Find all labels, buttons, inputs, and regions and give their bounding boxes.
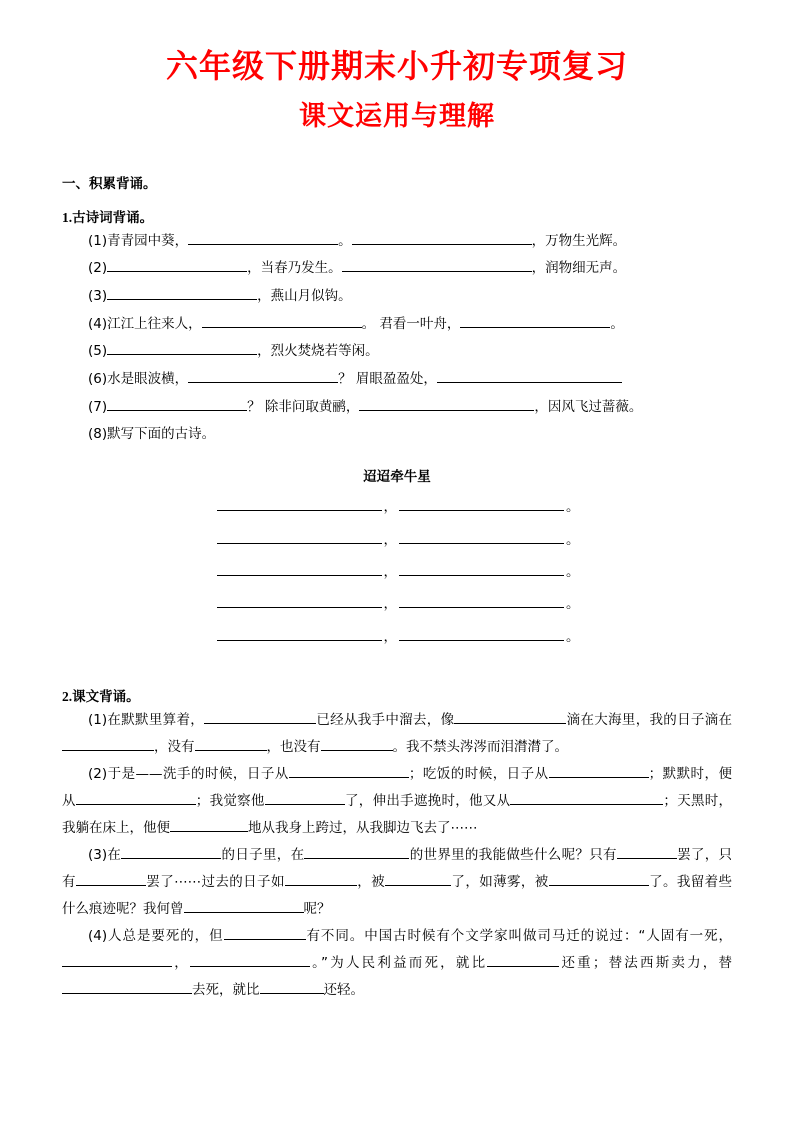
poem-fill-item-5 [62,338,732,366]
poem-fill-item-1 [62,228,732,256]
item-text-2b: ，润物细无声。 [531,260,627,277]
t1-b: 已经从我手中溜去，像 [316,712,455,729]
item-text-6a: 水是眼波横， [107,371,189,388]
poem-fill-item-2 [62,255,732,283]
poem-answer-row [62,621,732,653]
poem-end: 。 [566,531,580,548]
page-content [62,0,732,1004]
t3-e: 罢了⋯⋯过去的日子如 [145,874,285,891]
subsection-heading-2 [62,685,732,705]
t3-h: 了。我留着些什么痕迹呢？我何曾 [62,874,733,918]
answer-blank[interactable] [617,845,677,860]
answer-blank[interactable] [62,980,192,995]
answer-blank[interactable] [76,791,196,806]
item-label-3: (3) [88,288,108,305]
subsection-heading-1 [62,206,732,226]
item-text-4b: 。 君看一叶舟， [361,315,461,332]
answer-blank[interactable] [107,396,247,411]
title-block [62,0,732,134]
text-fill-item-2 [62,761,732,842]
answer-blank[interactable] [359,396,534,411]
answer-blank[interactable] [454,710,566,725]
t3-c: 的世界里的我能做些什么呢？只有 [409,847,617,864]
item-text-8a: 默写下面的古诗。 [107,426,216,443]
answer-blank[interactable] [195,737,267,752]
item-text-5a: ，烈火焚烧若等闲。 [257,343,379,360]
poem-sep: ， [383,563,397,580]
item-label-1: (1) [88,232,108,249]
answer-blank[interactable] [549,764,649,779]
t2-e: ；我觉察他 [195,793,265,810]
t4-i: 还轻。 [323,982,364,999]
poem-end: 。 [566,596,580,613]
answer-blank[interactable] [62,953,172,968]
answer-blank[interactable] [265,791,345,806]
item-text-4c: 。 [610,315,624,332]
item-text-4a: 江江上往来人， [107,315,202,332]
t2-d: 便从 [62,766,733,810]
answer-blank[interactable] [399,529,564,544]
answer-blank[interactable] [342,258,532,273]
item-label-8: (8) [88,426,108,443]
t4-c: 有一死， [675,928,733,945]
answer-blank[interactable] [76,872,146,887]
answer-blank[interactable] [107,341,257,356]
t1-d: 子滴在 [690,712,733,729]
answer-blank[interactable] [217,529,382,544]
answer-blank[interactable] [601,872,649,887]
text-fill-item-3 [62,842,732,923]
t4-f: 还重；替法西 [559,955,656,972]
item-text-7a: ？ 除非问取黄鹂， [247,398,360,415]
answer-blank[interactable] [204,710,316,725]
answer-blank[interactable] [289,764,409,779]
item-text-1c: ，万物生光辉。 [531,232,627,249]
t3-i: 呢？ [303,901,331,918]
item-text-2a: ，当春乃发生。 [247,260,342,277]
t4-h: 去死，就比 [192,982,260,999]
answer-blank[interactable] [260,980,324,995]
t2-a: 于是——洗手的时候，日子从 [107,766,289,783]
answer-blank[interactable] [217,497,382,512]
item-text-3a: ，燕山月似钩。 [257,288,352,305]
poem-end: 。 [566,499,580,516]
subsection-label-1: 古诗词背诵。 [72,209,154,226]
t3-f: ，被 [356,874,386,891]
t1-f: ，也没有 [266,739,321,756]
page-title: 六年级下册期末小升初专项复习 [165,47,628,85]
item-label-t3: (3) [88,847,108,864]
poem-fill-item-4 [62,311,732,339]
t1-a: 在默默里算着， [107,712,205,729]
poem-answer-row [62,524,732,556]
section-heading-1: 一、积累背诵。 [62,175,157,192]
answer-blank[interactable] [217,626,382,641]
answer-blank[interactable] [321,737,393,752]
t1-g: 。我不禁头涔涔而泪潸潸了。 [392,739,568,756]
answer-blank[interactable] [224,926,306,941]
t4-a: 人总是要死的，但 [107,928,224,945]
poem-fill-item-3 [62,283,732,311]
item-label-t2: (2) [88,766,108,783]
answer-blank[interactable] [352,230,532,245]
answer-blank[interactable] [170,818,248,833]
poem-answer-row [62,556,732,588]
item-label-4: (4) [88,315,108,332]
answer-blank[interactable] [399,497,564,512]
t3-g: 了，如薄雾，被 [451,874,549,891]
poem-fill-item-8 [62,421,732,449]
answer-blank[interactable] [399,561,564,576]
answer-blank[interactable] [217,561,382,576]
t2-c: ；默默时， [648,766,719,783]
answer-blank[interactable] [107,258,247,273]
t4-e: 。”为人民利益而死，就比 [309,955,488,972]
answer-blank[interactable] [304,845,409,860]
poem-title: 迢迢牵牛星 [363,469,431,486]
poem-answer-row [62,588,732,620]
t4-g: 斯卖力，替 [655,955,733,972]
answer-blank[interactable] [202,313,362,328]
poem-sep: ， [383,531,397,548]
t2-f: 了，伸出手遮挽时，他又从 [344,793,511,810]
t3-d: 罢了，只有 [62,847,733,891]
t1-e: ，没有 [154,739,195,756]
poem-end: 。 [566,628,580,645]
answer-blank[interactable] [399,594,564,609]
page-subtitle: 课文运用与理解 [299,101,495,132]
item-text-1a: 青青园中葵， [107,232,189,249]
item-text-1b: 。 [338,232,352,249]
item-label-t1: (1) [88,712,108,729]
t3-a: 在 [107,847,122,864]
item-label-5: (5) [88,343,108,360]
poem-fill-item-7 [62,394,732,422]
answer-blank[interactable] [121,845,221,860]
answer-blank[interactable] [460,313,610,328]
poem-answer-area [62,491,732,653]
subsection-number-1: 1. [62,209,73,225]
item-label-6: (6) [88,371,108,388]
t2-h: 地从我身上跨过，从我脚边飞去了⋯⋯ [248,820,478,837]
text-fill-item-4 [62,923,732,1004]
t4-d: ， [172,955,190,972]
answer-blank[interactable] [385,872,451,887]
poem-sep: ， [383,596,397,613]
answer-blank[interactable] [510,791,615,806]
item-text-6b: ？ 眉眼盈盈处， [338,371,437,388]
answer-blank[interactable] [107,286,257,301]
answer-blank[interactable] [437,369,622,384]
t4-b: 有不同。中国古时候有个文学家叫做司马迁的说过：“人固 [305,928,676,945]
answer-blank[interactable] [190,953,310,968]
answer-blank[interactable] [188,230,338,245]
answer-blank[interactable] [62,737,154,752]
answer-blank[interactable] [487,953,559,968]
answer-blank[interactable] [549,872,601,887]
answer-blank[interactable] [184,899,304,914]
poem-answer-row [62,491,732,523]
subsection-label-2: 课文背诵。 [72,689,140,706]
answer-blank[interactable] [615,791,663,806]
answer-blank[interactable] [188,369,338,384]
item-label-t4: (4) [88,928,108,945]
text-fill-item-1 [62,707,732,761]
item-label-7: (7) [88,398,108,415]
item-label-2: (2) [88,260,108,277]
answer-blank[interactable] [399,626,564,641]
answer-blank[interactable] [217,594,382,609]
t1-c: 滴在大海里，我的日 [566,712,691,729]
t3-b: 的日子里，在 [221,847,305,864]
poem-end: 。 [566,563,580,580]
subsection-number-2: 2. [62,689,73,705]
answer-blank[interactable] [285,872,357,887]
t2-g: ；天黑时，我躺在床上，他便 [62,793,733,837]
t2-b: ；吃饭的时候，日子从 [408,766,549,783]
poem-sep: ， [383,628,397,645]
poem-sep: ， [383,499,397,516]
poem-fill-item-6 [62,366,732,394]
item-text-7b: ，因风飞过蔷薇。 [534,398,643,415]
